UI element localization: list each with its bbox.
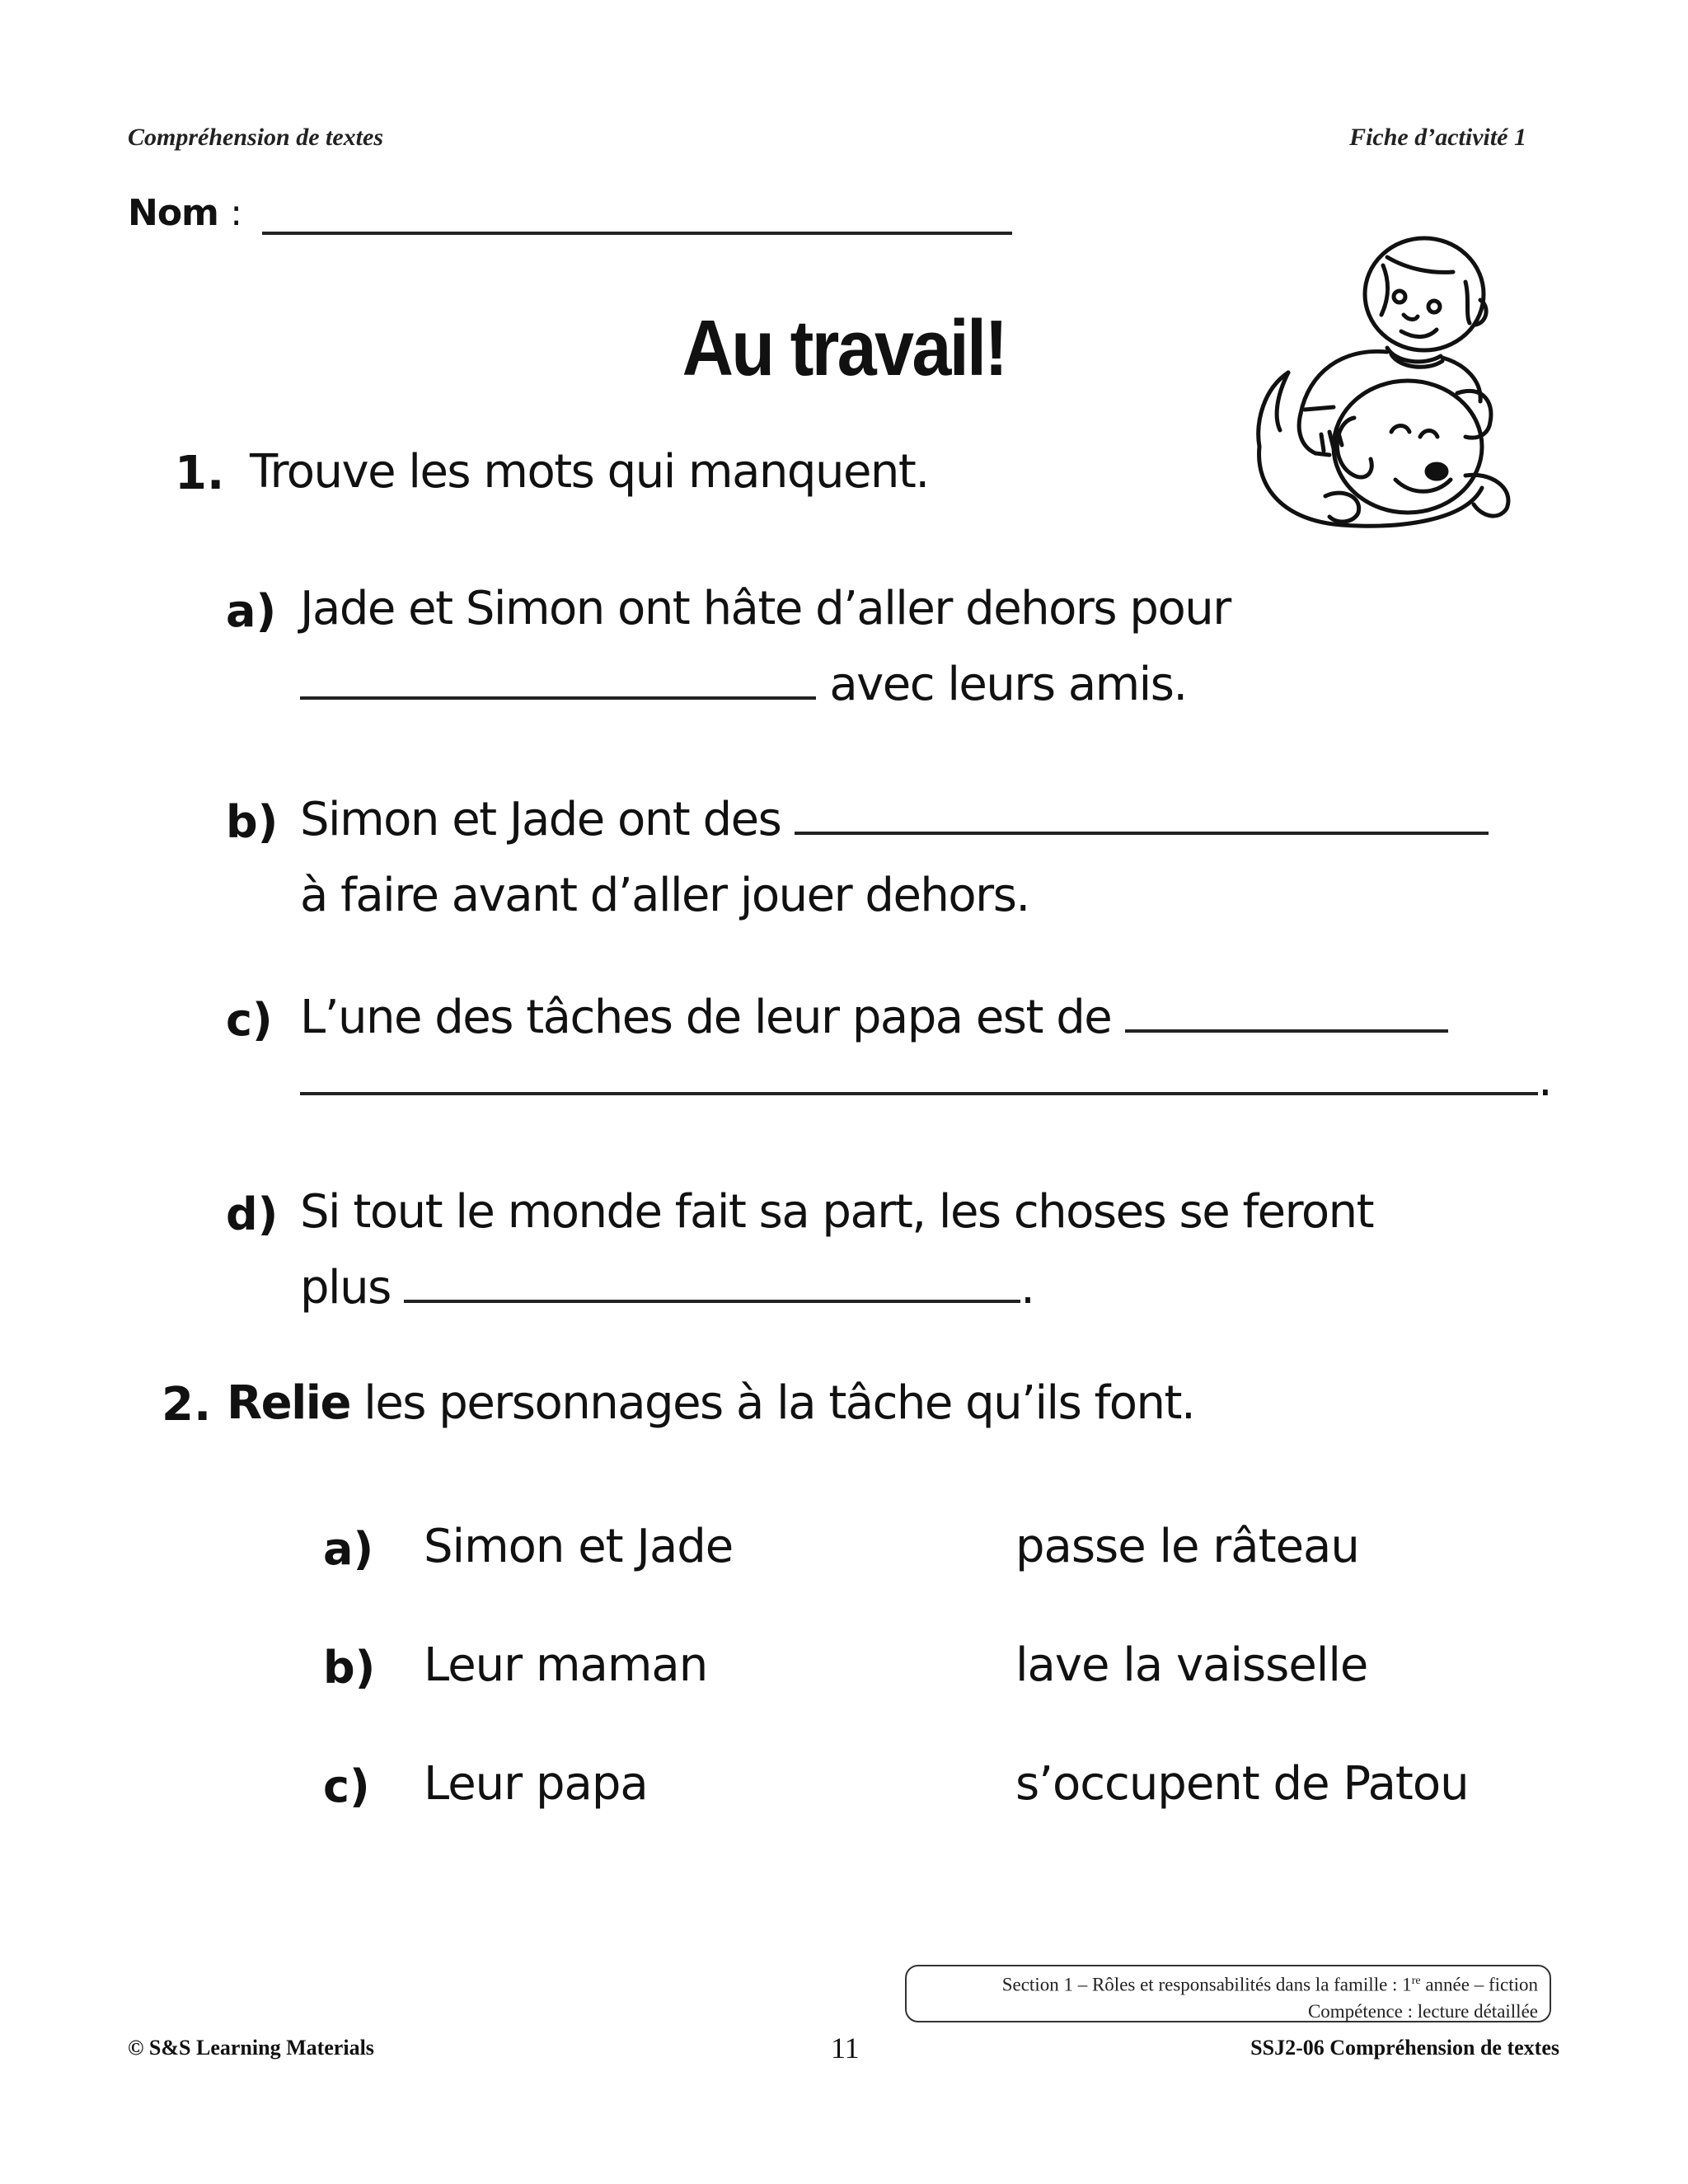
page-title: Au travail! <box>682 304 1006 392</box>
q1b-line1-text: Simon et Jade ont des <box>300 793 781 846</box>
footer-copyright: © S&S Learning Materials <box>128 2036 374 2060</box>
boy-hugging-dog-icon <box>1218 224 1548 541</box>
q1c-line1 <box>300 991 1448 1044</box>
q2-task-3[interactable]: s’occupent de Patou <box>1015 1757 1469 1811</box>
q2c-label: c) <box>323 1760 370 1812</box>
q1d-line2 <box>300 1261 1034 1315</box>
q2-task-2[interactable]: lave la vaisselle <box>1015 1638 1368 1692</box>
q1c-line2 <box>300 1053 1551 1107</box>
q1c-line1-text: L’une des tâches de leur papa est de <box>300 991 1112 1044</box>
q2a-label: a) <box>323 1523 374 1575</box>
footer-section-sup: re <box>1411 1975 1421 1987</box>
name-input-line[interactable] <box>262 232 1012 235</box>
q1c-answer-blank-1[interactable] <box>1125 1029 1448 1033</box>
q1a-line1: Jade et Simon ont hâte d’aller dehors pour <box>300 582 1231 635</box>
q1a-label: a) <box>226 585 277 637</box>
question-2-prompt-text: les personnages à la tâche qu’ils font. <box>363 1376 1195 1430</box>
q2-task-1[interactable]: passe le râteau <box>1015 1520 1359 1573</box>
header-activity-number: Fiche d’activité 1 <box>1349 124 1526 151</box>
q1a-line2 <box>300 658 1187 711</box>
q1b-label: b) <box>226 796 279 848</box>
q1b-answer-blank[interactable] <box>795 831 1489 835</box>
header-section-title: Compréhension de textes <box>128 124 384 151</box>
q2b-label: b) <box>323 1642 376 1694</box>
q1c-label: c) <box>226 994 273 1046</box>
q1b-line2: à faire avant d’aller jouer dehors. <box>300 869 1029 922</box>
q1d-label: d) <box>226 1188 279 1240</box>
q1a-line2-text: avec leurs amis. <box>829 658 1187 711</box>
question-1-number: 1. <box>175 447 225 500</box>
q1c-line2-period: . <box>1538 1053 1552 1107</box>
q1d-answer-blank[interactable] <box>404 1299 1020 1303</box>
footer-product-code: SSJ2-06 Compréhension de textes <box>1250 2036 1559 2060</box>
q2-person-a[interactable]: Simon et Jade <box>424 1520 734 1573</box>
q1a-answer-blank[interactable] <box>300 696 816 700</box>
q1d-line1: Si tout le monde fait sa part, les choses se feront <box>300 1185 1374 1239</box>
name-label <box>128 192 241 234</box>
question-2-number: 2. <box>162 1378 212 1432</box>
footer-section-line <box>907 1968 1538 1999</box>
q1d-line2-period: . <box>1020 1261 1034 1315</box>
q2-person-c[interactable]: Leur papa <box>424 1757 648 1811</box>
footer-competence-line: Compétence : lecture détaillée <box>1307 2000 1538 2022</box>
q1c-answer-blank-2[interactable] <box>300 1091 1538 1095</box>
q2-person-b[interactable]: Leur maman <box>424 1638 708 1692</box>
name-label-text: Nom <box>128 192 218 234</box>
name-label-colon: : <box>230 192 242 234</box>
footer-section-text-end: année – fiction <box>1420 1974 1538 1995</box>
question-2-prompt <box>227 1376 1194 1430</box>
page-number: 11 <box>831 2032 860 2064</box>
question-1-prompt: Trouve les mots qui manquent. <box>250 445 929 499</box>
footer-section-text: Section 1 – Rôles et responsabilités dans la famille : 1 <box>1001 1974 1412 1995</box>
question-2-bold-word: Relie <box>227 1376 350 1430</box>
footer-section-box <box>905 1965 1551 2022</box>
q1d-line2-text: plus <box>300 1261 391 1315</box>
q1b-line1 <box>300 793 1489 846</box>
